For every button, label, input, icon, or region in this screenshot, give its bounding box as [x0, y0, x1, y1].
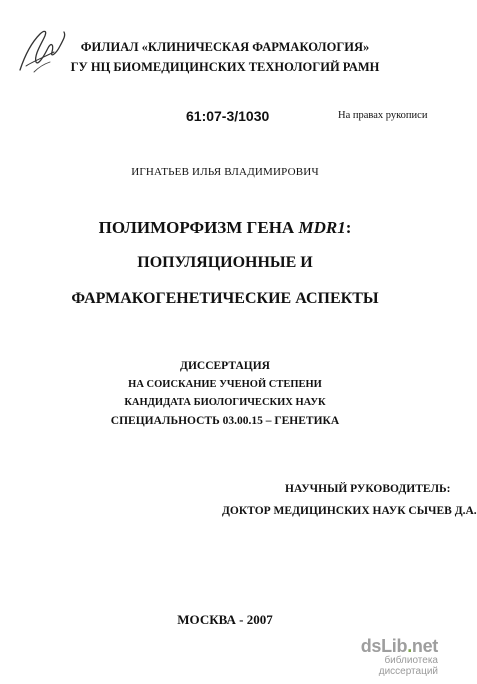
title-colon: :: [345, 218, 352, 237]
supervisor-label: НАУЧНЫЙ РУКОВОДИТЕЛЬ:: [285, 483, 451, 495]
specialty-line: СПЕЦИАЛЬНОСТЬ 03.00.15 – ГЕНЕТИКА: [110, 415, 340, 427]
city-year: МОСКВА - 2007: [177, 612, 273, 627]
title-line-2: ПОПУЛЯЦИОННЫЕ И: [137, 254, 313, 271]
watermark-caption: библиотека диссертаций: [378, 655, 438, 677]
brand-right: net: [411, 636, 438, 656]
institution-parent: ГУ НЦ БИОМЕДИЦИНСКИХ ТЕХНОЛОГИЙ РАМН: [70, 60, 380, 74]
brand-dot: .: [407, 636, 412, 656]
gene-name: MDR1: [298, 218, 346, 237]
watermark-logo[interactable]: [328, 636, 438, 677]
degree-line-1: НА СОИСКАНИЕ УЧЕНОЙ СТЕПЕНИ: [128, 379, 322, 390]
author-name: ИГНАТЬЕВ ИЛЬЯ ВЛАДИМИРОВИЧ: [131, 166, 319, 178]
rights-note: На правах рукописи: [338, 110, 428, 121]
record-code: 61:07-3/1030: [186, 108, 270, 124]
degree-line-2: КАНДИДАТА БИОЛОГИЧЕСКИХ НАУК: [124, 397, 326, 408]
institution-name: ФИЛИАЛ «КЛИНИЧЕСКАЯ ФАРМАКОЛОГИЯ»: [80, 40, 370, 54]
watermark-brand: [328, 636, 438, 657]
supervisor-name: ДОКТОР МЕДИЦИНСКИХ НАУК СЫЧЕВ Д.А.: [222, 505, 477, 517]
title-line-3: ФАРМАКОГЕНЕТИЧЕСКИЕ АСПЕКТЫ: [71, 290, 379, 307]
dissertation-label: ДИССЕРТАЦИЯ: [180, 360, 270, 372]
brand-left: dsLib: [360, 636, 408, 656]
title-prefix: ПОЛИМОРФИЗМ ГЕНА: [98, 218, 299, 237]
title-line-1: [0, 218, 450, 238]
